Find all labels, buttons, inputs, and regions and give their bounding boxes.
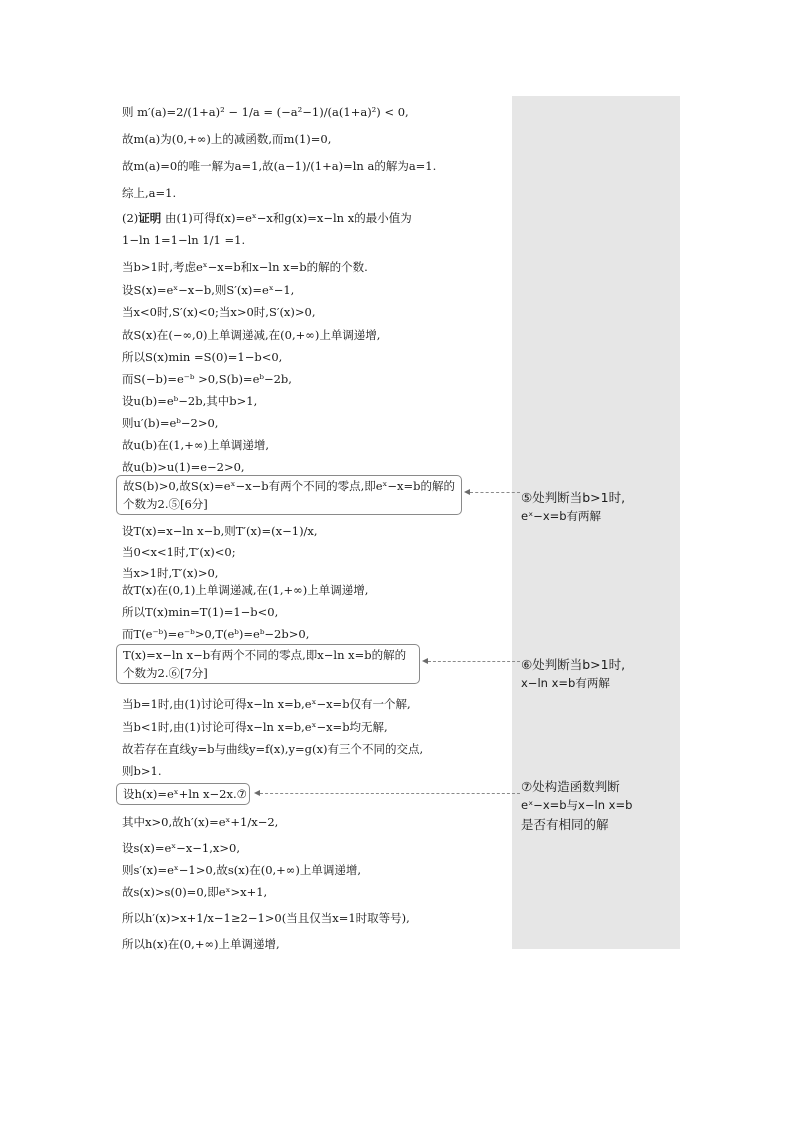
part-number: (2) xyxy=(122,211,139,225)
solution-line: 故m(a)为(0,+∞)上的减函数,而m(1)=0, xyxy=(122,132,332,146)
solution-line: 综上,a=1. xyxy=(122,186,177,200)
solution-line: 当x>1时,T′(x)>0, xyxy=(122,566,219,580)
key-step-line: T(x)=x−ln x−b有两个不同的零点,即x−ln x=b的解的 xyxy=(123,648,407,662)
solution-line: 设S(x)=eˣ−x−b,则S′(x)=eˣ−1, xyxy=(122,283,295,297)
solution-line: 则s′(x)=eˣ−1>0,故s(x)在(0,+∞)上单调递增, xyxy=(122,863,362,877)
solution-line: 当0<x<1时,T′(x)<0; xyxy=(122,545,236,559)
margin-note-6 xyxy=(521,655,625,693)
solution-line: 所以h′(x)>x+1/x−1≥2−1>0(当且仅当x=1时取等号), xyxy=(122,911,410,925)
solution-line: 故m(a)=0的唯一解为a=1,故(a−1)/(1+a)=ln a的解为a=1. xyxy=(122,159,437,173)
note-line: eˣ−x=b与x−ln x=b xyxy=(521,798,633,812)
solution-line: 当b=1时,由(1)讨论可得x−ln x=b,eˣ−x=b仅有一个解, xyxy=(122,697,411,711)
connector-line xyxy=(428,661,520,662)
solution-line: 当b>1时,考虑eˣ−x=b和x−ln x=b的解的个数. xyxy=(122,260,368,274)
solution-line: 故s(x)>s(0)=0,即eˣ>x+1, xyxy=(122,885,268,899)
solution-line: 故若存在直线y=b与曲线y=f(x),y=g(x)有三个不同的交点, xyxy=(122,742,424,756)
note-line: eˣ−x=b有两解 xyxy=(521,509,602,523)
solution-text: 由(1)可得f(x)=eˣ−x和g(x)=x−ln x的最小值为 xyxy=(161,211,412,225)
solution-line: 当b<1时,由(1)讨论可得x−ln x=b,eˣ−x=b均无解, xyxy=(122,720,388,734)
solution-line: 故u(b)在(1,+∞)上单调递增, xyxy=(122,438,270,452)
solution-line: 1−ln 1=1−ln 1/1 =1. xyxy=(122,233,246,247)
key-step-line: 设h(x)=eˣ+ln x−2x.⑦ xyxy=(123,787,247,801)
note-line: x−ln x=b有两解 xyxy=(521,676,610,690)
solution-line: 而S(−b)=e⁻ᵇ >0,S(b)=eᵇ−2b, xyxy=(122,372,292,386)
proof-label: 证明 xyxy=(138,211,162,225)
note-line: ⑥处判断当b>1时, xyxy=(521,657,626,672)
margin-note-7 xyxy=(521,777,632,834)
note-line: ⑦处构造函数判断 xyxy=(521,779,620,794)
solution-line: 而T(e⁻ᵇ)=e⁻ᵇ>0,T(eᵇ)=eᵇ−2b>0, xyxy=(122,627,310,641)
solution-line: 故u(b)>u(1)=e−2>0, xyxy=(122,460,245,474)
solution-line: 设T(x)=x−ln x−b,则T′(x)=(x−1)/x, xyxy=(122,524,318,538)
solution-line: 则b>1. xyxy=(122,764,162,778)
key-step-box-6 xyxy=(116,644,420,684)
note-line: 是否有相同的解 xyxy=(521,817,609,832)
solution-line: 所以T(x)min=T(1)=1−b<0, xyxy=(122,605,279,619)
key-step-box-7 xyxy=(116,783,250,805)
solution-line: 当x<0时,S′(x)<0;当x>0时,S′(x)>0, xyxy=(122,305,316,319)
solution-line: 设s(x)=eˣ−x−1,x>0, xyxy=(122,841,240,855)
key-step-line: 个数为2.⑤[6分] xyxy=(123,497,208,511)
key-step-line: 个数为2.⑥[7分] xyxy=(123,666,208,680)
key-step-line: 故S(b)>0,故S(x)=eˣ−x−b有两个不同的零点,即eˣ−x=b的解的 xyxy=(123,479,456,493)
margin-note-5 xyxy=(521,488,625,526)
solution-line: 故S(x)在(−∞,0)上单调递减,在(0,+∞)上单调递增, xyxy=(122,328,381,342)
connector-line xyxy=(260,793,520,794)
solution-line: 故T(x)在(0,1)上单调递减,在(1,+∞)上单调递增, xyxy=(122,583,369,597)
solution-line: 则u′(b)=eᵇ−2>0, xyxy=(122,416,219,430)
solution-line: 其中x>0,故h′(x)=eˣ+1/x−2, xyxy=(122,815,279,829)
solution-line: 所以h(x)在(0,+∞)上单调递增, xyxy=(122,937,280,951)
key-step-box-5 xyxy=(116,475,462,515)
connector-line xyxy=(470,492,520,493)
solution-line xyxy=(122,210,412,226)
solution-line: 所以S(x)min =S(0)=1−b<0, xyxy=(122,350,283,364)
solution-line: 设u(b)=eᵇ−2b,其中b>1, xyxy=(122,394,258,408)
note-line: ⑤处判断当b>1时, xyxy=(521,490,626,505)
solution-line: 则 m′(a)=2/(1+a)² − 1/a = (−a²−1)/(a(1+a)²) < 0, xyxy=(122,105,409,119)
